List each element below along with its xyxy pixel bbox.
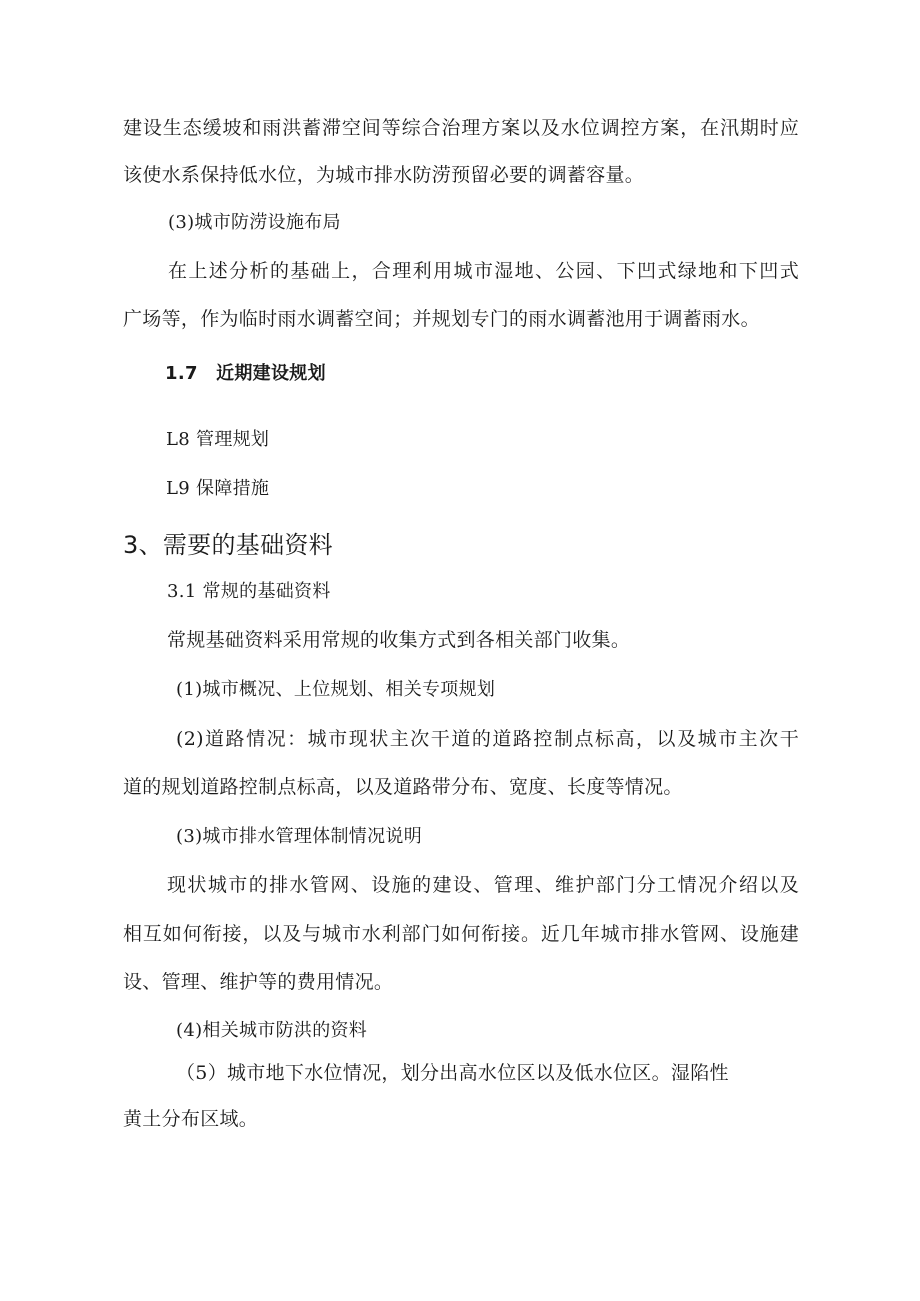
section-3-1-heading: 3.1 常规的基础资料 — [167, 581, 331, 602]
paragraph-4-line-2: 相互如何衔接，以及与城市水利部门如何衔接。近几年城市排水管网、设施建 — [123, 923, 799, 945]
paragraph-4-line-1: 现状城市的排水管网、设施的建设、管理、维护部门分工情况介绍以及 — [167, 874, 799, 896]
list-item-2-line-2: 道的规划道路控制点标高，以及道路带分布、宽度、长度等情况。 — [123, 776, 683, 798]
list-item-5-line-2: 黄土分布区域。 — [123, 1108, 259, 1130]
paragraph-2-line-1: 在上述分析的基础上，合理利用城市湿地、公园、下凹式绿地和下凹式 — [168, 260, 799, 282]
list-item-4: (4)相关城市防洪的资料 — [176, 1020, 368, 1041]
list-item-5-line-1: （5）城市地下水位情况，划分出高水位区以及低水位区。湿陷性 — [176, 1062, 729, 1084]
paragraph-3: 常规基础资料采用常规的收集方式到各相关部门收集。 — [167, 629, 631, 651]
section-1-8-heading: L8 管理规划 — [166, 429, 270, 450]
list-item-2-line-1: (2)道路情况：城市现状主次干道的道路控制点标高，以及城市主次干 — [176, 728, 799, 750]
section-1-9-heading: L9 保障措施 — [166, 478, 270, 499]
section-1-7-heading: 1.7 近期建设规划 — [165, 363, 326, 384]
list-item-1: (1)城市概况、上位规划、相关专项规划 — [176, 679, 496, 700]
paragraph-1-line-1: 建设生态缓坡和雨洪蓄滞空间等综合治理方案以及水位调控方案，在汛期时应 — [123, 117, 799, 139]
paragraph-1-line-2: 该使水系保持低水位，为城市排水防涝预留必要的调蓄容量。 — [123, 164, 645, 186]
chapter-3-heading: 3、需要的基础资料 — [123, 531, 333, 559]
list-item-3: (3)城市排水管理体制情况说明 — [176, 826, 422, 847]
item-3-heading: (3)城市防涝设施布局 — [168, 212, 341, 233]
paragraph-2-line-2: 广场等，作为临时雨水调蓄空间；并规划专门的雨水调蓄池用于调蓄雨水。 — [123, 308, 760, 330]
paragraph-4-line-3: 设、管理、维护等的费用情况。 — [123, 971, 394, 993]
